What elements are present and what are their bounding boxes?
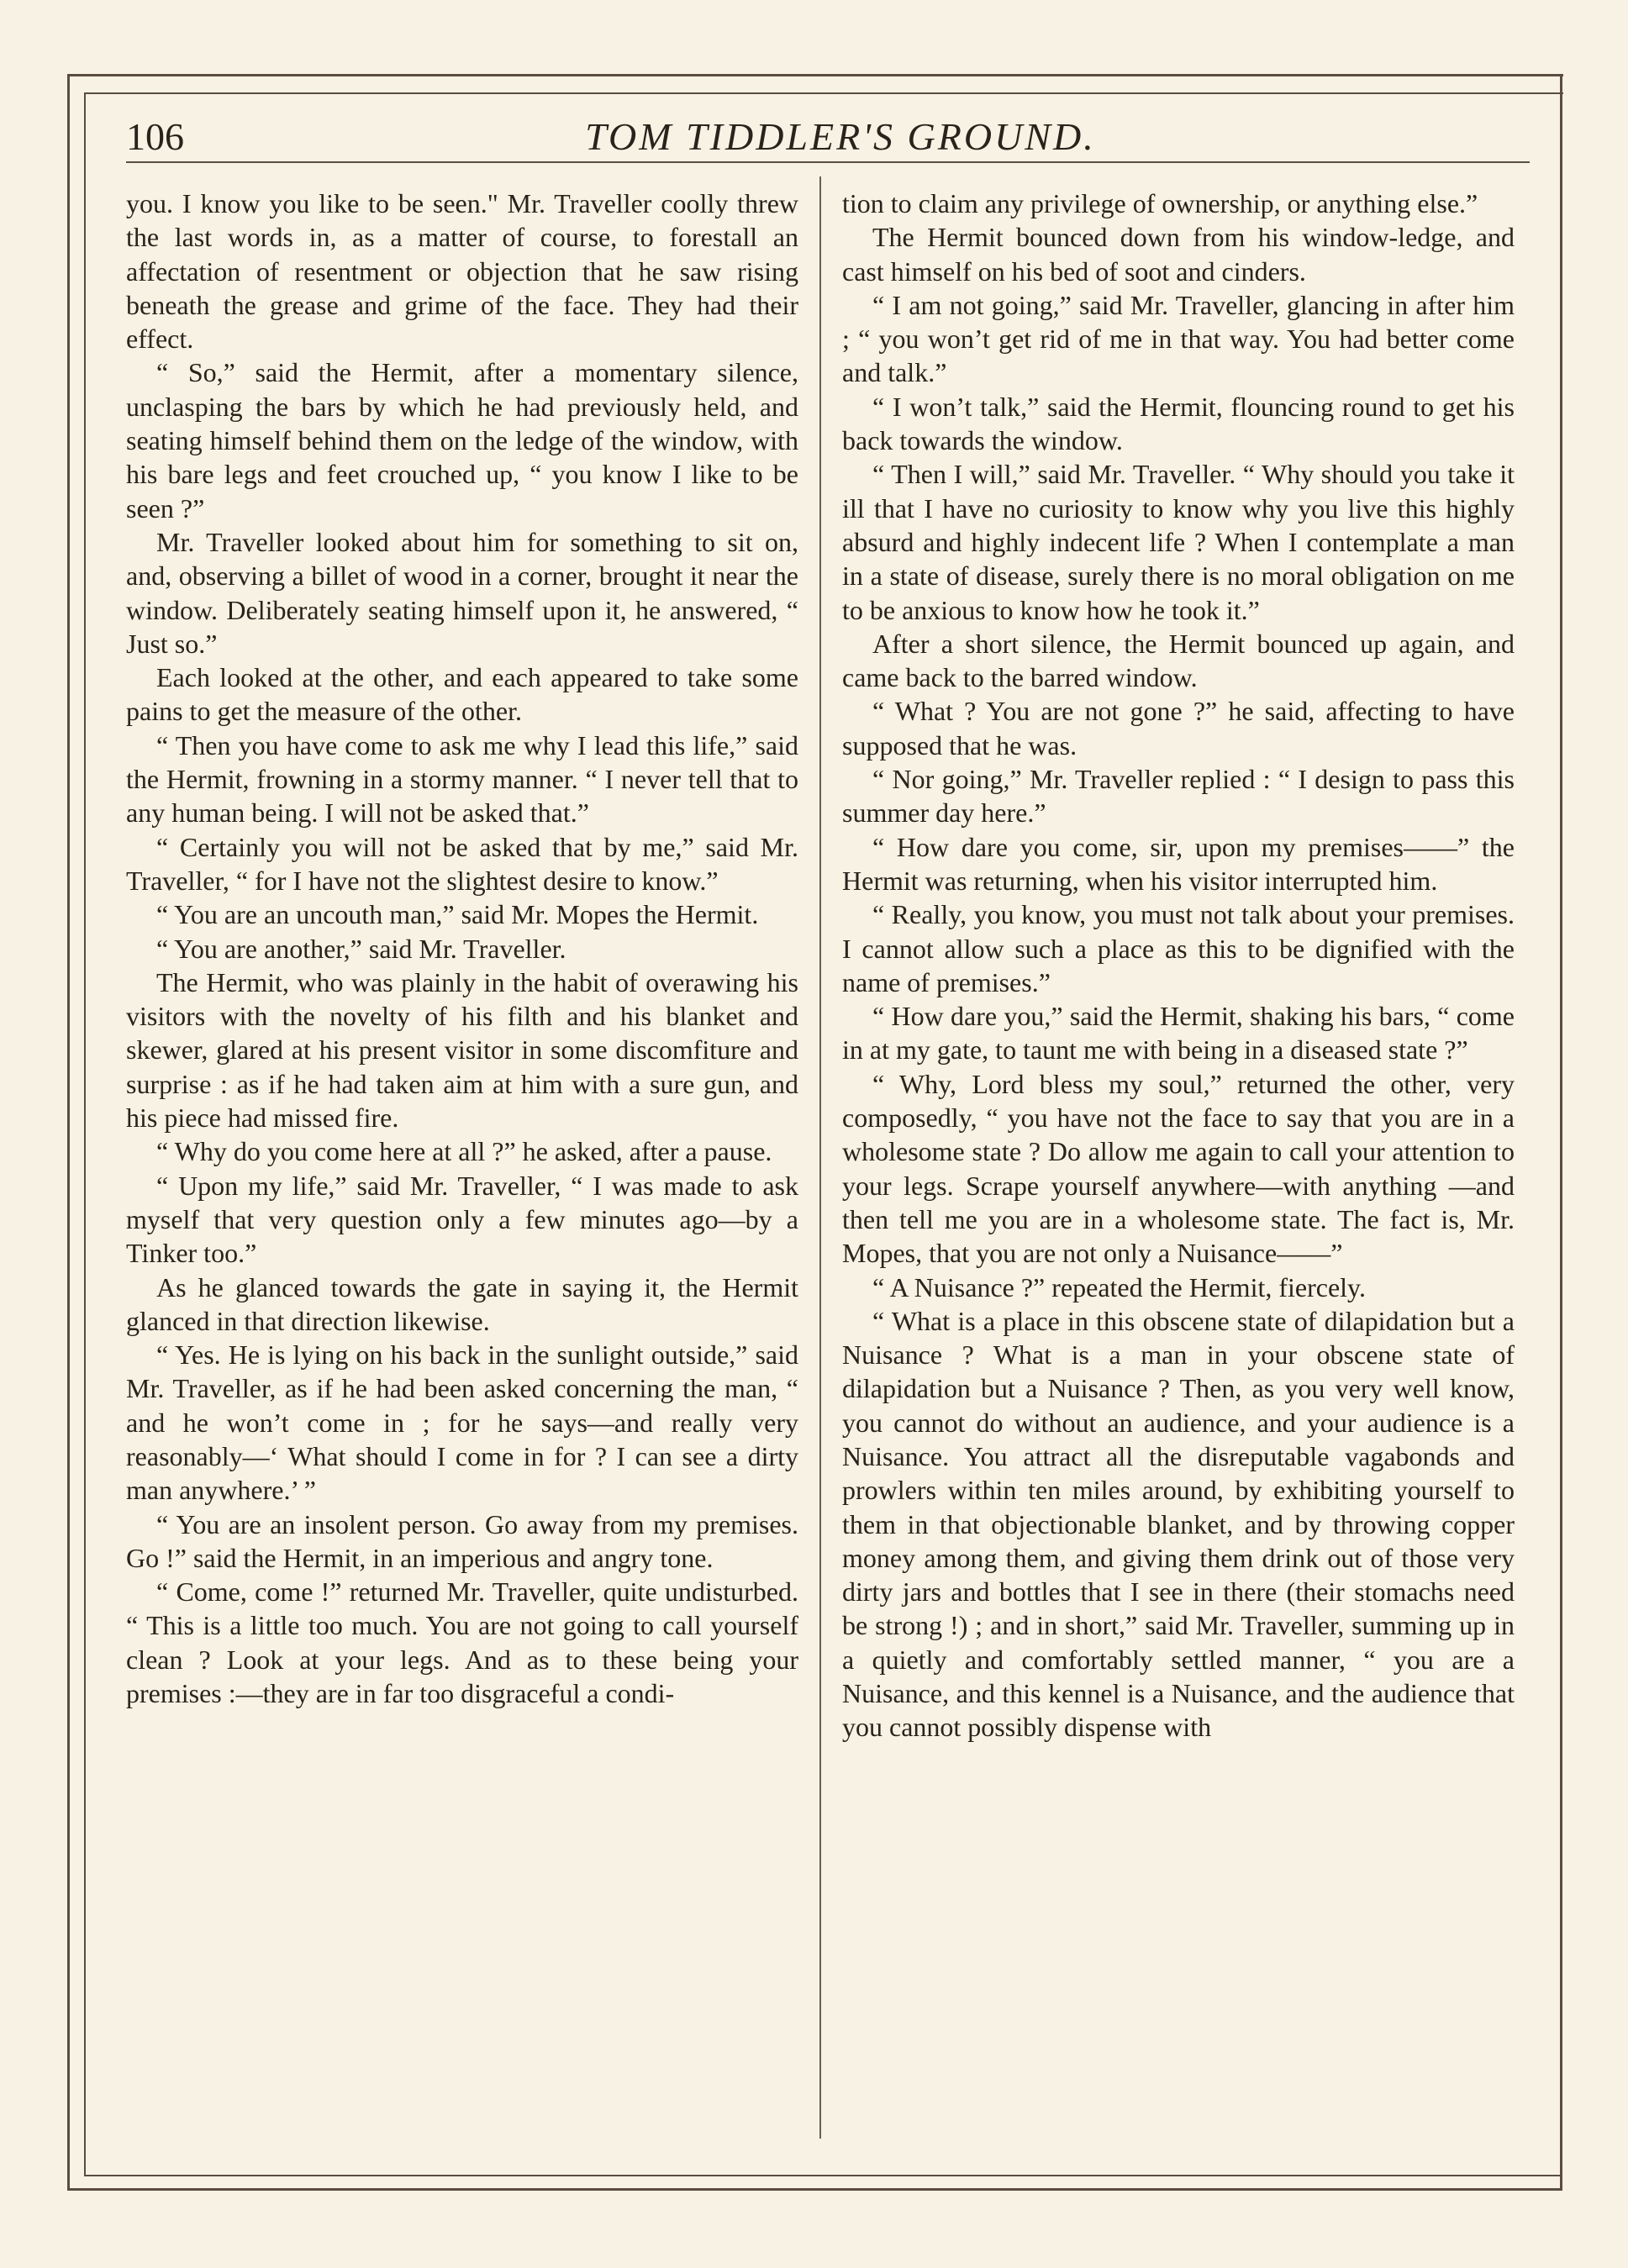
frame-bottom-rule-outer [67, 2188, 1562, 2191]
paragraph: “ Then you have come to ask me why I lead this life,” said the Hermit, frowning in a stormy manner. “ I never tell that to any human being. I will not be asked that.” [126, 729, 798, 829]
right-column [842, 187, 1515, 2144]
paragraph: “ Why, Lord bless my soul,” returned the other, very composedly, “ you have not the face to say that you are in a wholesome state ? Do allow me again to call your attention to your legs. Scrape yourself anywhere—with anything —and then tell me you are in a wholesome state. The fact is, Mr. Mopes, that you are not only a Nuisance——” [842, 1068, 1515, 1269]
frame-left-rule-outer [67, 74, 70, 2190]
frame-right-rule [1560, 74, 1562, 2190]
left-column [126, 187, 798, 2144]
paragraph: “ I am not going,” said Mr. Traveller, glancing in after him ; “ you won’t get rid of me in that way. You had better come and talk.” [842, 289, 1515, 388]
frame-top-rule-inner [84, 92, 1563, 94]
paragraph: “ What ? You are not gone ?” he said, affecting to have supposed that he was. [842, 696, 1515, 760]
paragraph: “ What is a place in this obscene state of dilapidation but a Nuisance ? What is a man in your obscene state of dilapidation but a Nuisance ? Then, as you very well know, you cannot do without an audience, and your audience is a Nuisance. You attract all the disreputable vagabonds and prowlers within ten miles around, by exhibiting yourself to them in that objectionable blanket, and by throwing copper money among them, and giving them drink out of those very dirty jars and bottles that I see in there (their stomachs need be strong !) ; and in short,” said Mr. Traveller, summing up in a quietly and comfortably settled manner, “ you are a Nuisance, and this kennel is a Nuisance, and the audience that you cannot possibly dispense with [842, 1305, 1515, 1743]
paragraph: “ Then I will,” said Mr. Traveller. “ Why should you take it ill that I have no curiosity to know why you live this highly absurd and highly indecent life ? When I contemplate a man in a state of disease, surely there is no moral obligation on me to be anxious to know how he took it.” [842, 459, 1515, 625]
paragraph: Mr. Traveller looked about him for something to sit on, and, observing a billet of wood in a corner, brought it near the window. Deliberately seating himself upon it, he answered, “ Just so.” [126, 526, 798, 659]
page-header [126, 99, 1555, 166]
frame-left-rule-inner [84, 92, 86, 2176]
paragraph: “ You are an insolent person. Go away from my premises. Go !” said the Hermit, in an imperious and angry tone. [126, 1508, 798, 1573]
paragraph: As he glanced towards the gate in saying it, the Hermit glanced in that direction likewise. [126, 1271, 798, 1336]
frame-top-rule-outer [67, 74, 1563, 76]
paragraph: The Hermit, who was plainly in the habit of overawing his visitors with the novelty of his filth and his blanket and skewer, glared at his present visitor in some discomfiture and surprise : as if he had taken aim at him with a sure gun, and his piece had missed fire. [126, 966, 798, 1134]
paragraph: “ So,” said the Hermit, after a momentary silence, unclasping the bars by which he had previously held, and seating himself behind them on the ledge of the window, with his bare legs and feet crouched up, “ you know I like to be seen ?” [126, 357, 798, 524]
paragraph: “ You are another,” said Mr. Traveller. [156, 933, 566, 964]
paragraph: “ A Nuisance ?” repeated the Hermit, fiercely. [872, 1271, 1366, 1302]
paragraph: “ Really, you know, you must not talk about your premises. I cannot allow such a place as this to be dignified with the name of premises.” [842, 899, 1515, 997]
paragraph: “ How dare you come, sir, upon my premises——” the Hermit was returning, when his visitor interrupted him. [842, 831, 1515, 896]
paragraph: “ Nor going,” Mr. Traveller replied : “ I design to pass this summer day here.” [842, 764, 1515, 829]
paragraph: “ Yes. He is lying on his back in the sunlight outside,” said Mr. Traveller, as if he had been asked concerning the man, “ and he won’t come in ; for he says—and really very reasonably—‘ What should I come in for ? I can see a dirty man anywhere.’ ” [126, 1339, 798, 1506]
paragraph: “ How dare you,” said the Hermit, shaking his bars, “ come in at my gate, to taunt me with being in a diseased state ?” [842, 1001, 1515, 1066]
paragraph: “ You are an uncouth man,” said Mr. Mopes the Hermit. [156, 899, 759, 930]
paragraph: tion to claim any privilege of ownership, or anything else.” [842, 188, 1478, 218]
frame-bottom-rule-inner [84, 2175, 1560, 2176]
paragraph: “ Come, come !” returned Mr. Traveller, quite undisturbed. “ This is a little too much. You are not going to call yourself clean ? Look at your legs. And as to these being your premises :—they are in far too disgraceful a condi- [126, 1576, 798, 1709]
paragraph: “ I won’t talk,” said the Hermit, flouncing round to get his back towards the window. [842, 391, 1515, 456]
page-number: 106 [126, 115, 184, 158]
running-title: TOM TIDDLER'S GROUND. [585, 115, 1096, 158]
paragraph: After a short silence, the Hermit bounced up again, and came back to the barred window. [842, 628, 1515, 693]
paragraph: The Hermit bounced down from his window-ledge, and cast himself on his bed of soot and cinders. [842, 222, 1515, 287]
paragraph: Each looked at the other, and each appeared to take some pains to get the measure of the other. [126, 662, 798, 727]
column-divider [819, 176, 821, 2139]
paragraph: “ Why do you come here at all ?” he asked, after a pause. [156, 1136, 772, 1167]
paragraph: you. I know you like to be seen." Mr. Traveller coolly threw the last words in, as a matter of course, to forestall an affectation of resentment or objection that he saw rising beneath the grease and grime of the face. They had their effect. [126, 188, 798, 355]
paragraph: “ Certainly you will not be asked that by me,” said Mr. Traveller, “ for I have not the slightest desire to know.” [126, 831, 798, 896]
paragraph: “ Upon my life,” said Mr. Traveller, “ I was made to ask myself that very question only a few minutes ago—by a Tinker too.” [126, 1170, 798, 1269]
